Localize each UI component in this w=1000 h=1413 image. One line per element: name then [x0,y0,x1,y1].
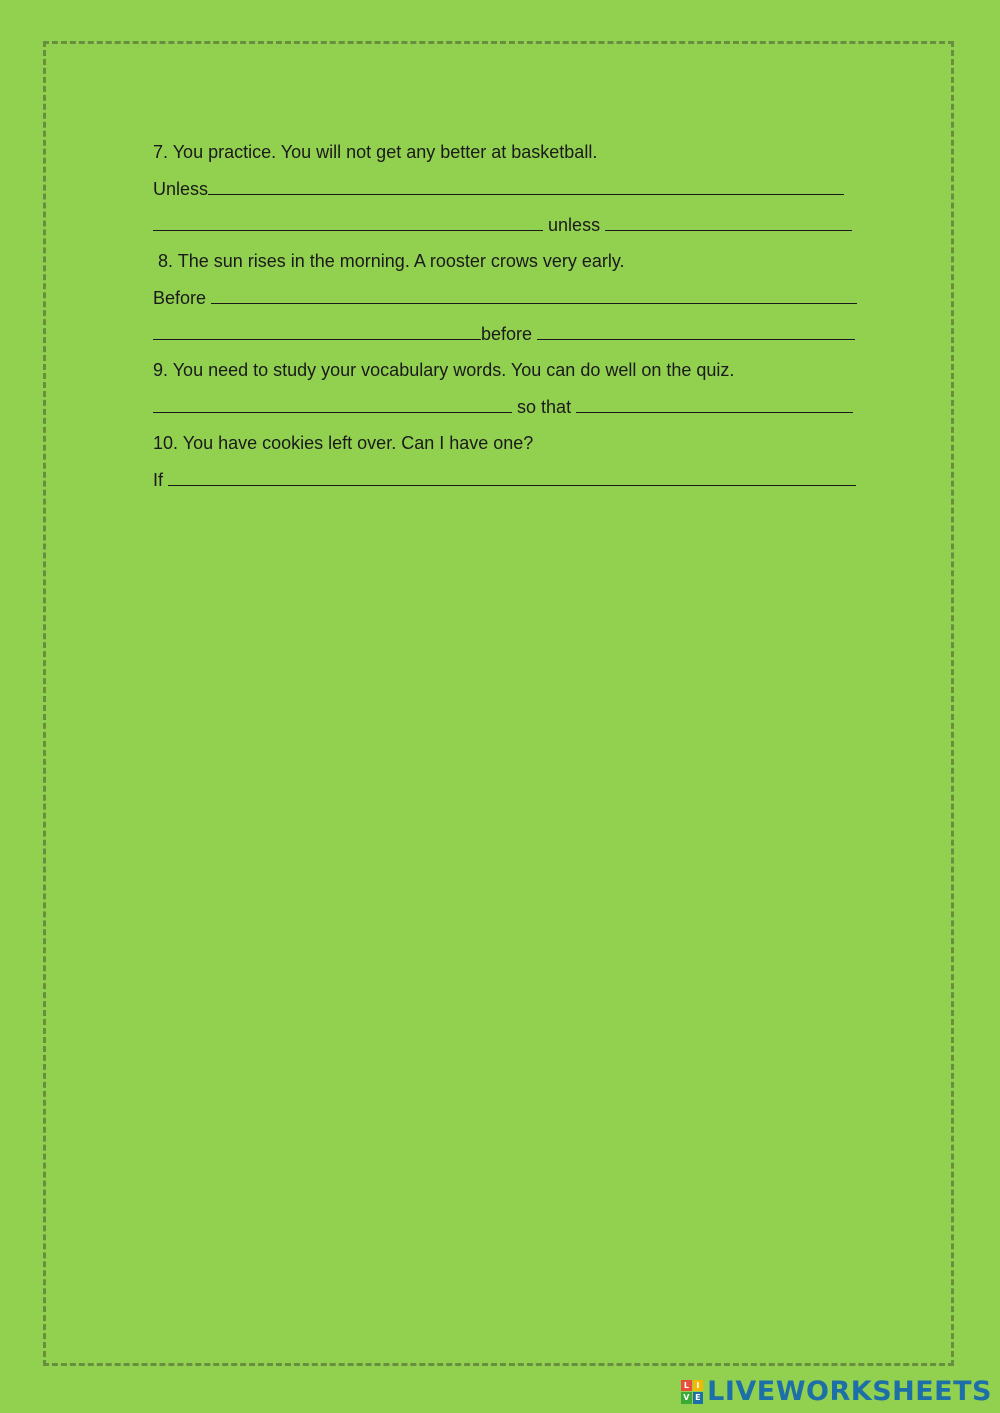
answer-blank[interactable] [168,468,856,486]
so-that-connector: so that [517,397,572,417]
liveworksheets-icon [681,1380,703,1404]
question-8-text: 8. The sun rises in the morning. A rooster crows very early. [153,251,625,271]
logo-letter-i: I [693,1380,704,1392]
logo-letter-e: E [693,1392,704,1404]
before-connector: before [481,324,533,344]
brand-name: LIVEWORKSHEETS [707,1376,992,1407]
answer-10-line-1 [143,446,856,491]
before-label: Before [153,288,207,308]
liveworksheets-logo [681,1376,992,1407]
question-7-text: 7. You practice. You will not get any better at basketball. [153,142,598,162]
answer-blank[interactable] [576,395,853,413]
logo-letter-v: V [681,1392,692,1404]
unless-connector: unless [548,215,601,235]
logo-letter-l: L [681,1380,692,1392]
answer-blank[interactable] [605,213,852,231]
question-10-text: 10. You have cookies left over. Can I have one? [153,433,534,453]
question-9-text: 9. You need to study your vocabulary words. You can do well on the quiz. [153,360,735,380]
if-label: If [153,470,164,490]
unless-label: Unless [153,179,209,199]
